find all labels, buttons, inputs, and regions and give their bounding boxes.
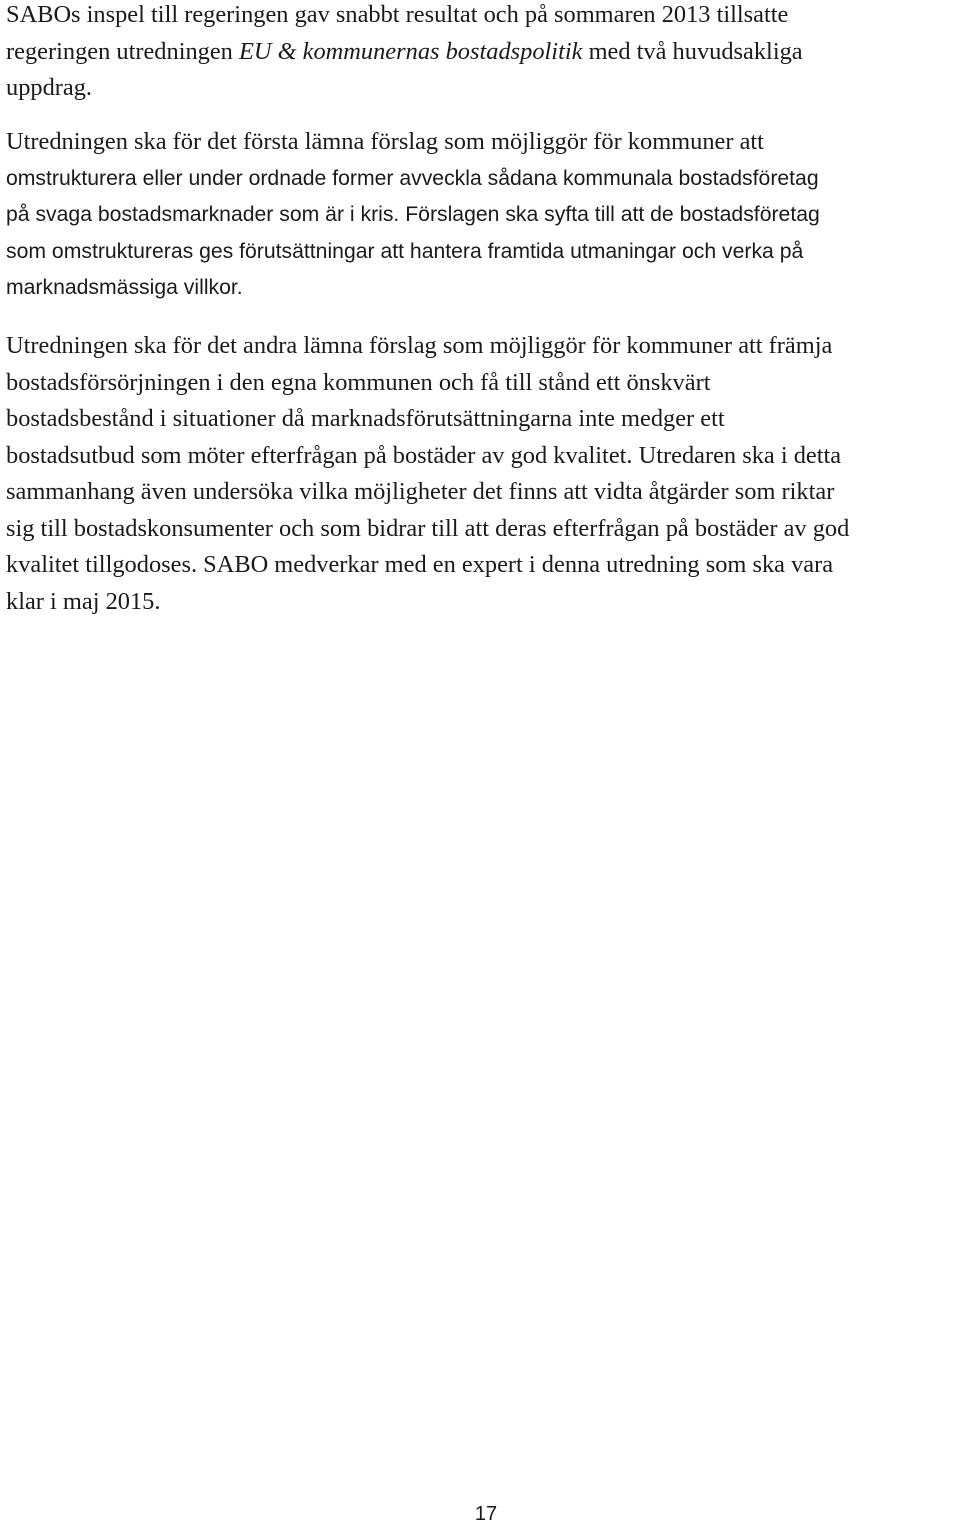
paragraph-2-line-3-start: på svaga bostadsmarknader som är i kris. bbox=[6, 203, 400, 226]
paragraph-3-line-4 bbox=[6, 438, 958, 475]
paragraph-3-line-7: kvalitet tillgodoses. SABO medverkar med en expert i denna utredning som ska vara bbox=[6, 551, 834, 578]
paragraph-2-line-3-end: Förslagen ska syfta till att de bostadsföretag bbox=[399, 203, 820, 226]
paragraph-1-line-3: uppdrag. bbox=[6, 74, 93, 101]
report-title: EU & kommunernas bostadspolitik bbox=[238, 37, 583, 65]
paragraph-3-line-4-start: bostadsutbud som möter efterfrågan på bostäder av god kvalitet. bbox=[6, 441, 633, 469]
paragraph-3-line-2: bostadsförsörjningen i den egna kommunen och få till stånd ett önskvärt bbox=[6, 368, 711, 396]
paragraph-1-line-2-end: med två huvudsakliga bbox=[582, 37, 803, 65]
paragraph-1-line-2-start: regeringen utredningen bbox=[6, 37, 239, 65]
paragraph-3-line-8: klar i maj 2015. bbox=[6, 587, 161, 615]
paragraph-2 bbox=[6, 124, 958, 307]
paragraph-3-line-6: sig till bostadskonsumenter och som bidrar till att deras efterfrågan på bostäder av god bbox=[6, 514, 850, 542]
paragraph-3-line-5: sammanhang även undersöka vilka möjligheter det finns att vidta åtgärder som riktar bbox=[6, 478, 835, 505]
paragraph-1 bbox=[6, 0, 958, 107]
paragraph-2-line-2: omstrukturera eller under ordnade former avveckla sådana kommunala bostadsföretag bbox=[6, 166, 819, 190]
paragraph-3-line-3: bostadsbestånd i situationer då marknadsförutsättningarna inte medger ett bbox=[6, 405, 725, 432]
paragraph-1-line-2 bbox=[6, 34, 958, 71]
paragraph-2-line-4: som omstruktureras ges förutsättningar att hantera framtida utmaningar och verka på bbox=[6, 239, 804, 263]
paragraph-3 bbox=[6, 328, 958, 620]
page-number: 17 bbox=[474, 1503, 498, 1525]
paragraph-3-line-4-end: Utredaren ska i detta bbox=[632, 441, 842, 469]
paragraph-3-line-1: Utredningen ska för det andra lämna förslag som möjliggör för kommuner att främja bbox=[6, 332, 833, 359]
paragraph-1-line-1: SABOs inspel till regeringen gav snabbt resultat och på sommaren 2013 tillsatte bbox=[6, 1, 789, 28]
paragraph-2-line-3 bbox=[6, 197, 958, 234]
paragraph-2-line-1: Utredningen ska för det första lämna förslag som möjliggör för kommuner att bbox=[6, 128, 764, 155]
paragraph-2-line-5: marknadsmässiga villkor. bbox=[6, 276, 243, 299]
